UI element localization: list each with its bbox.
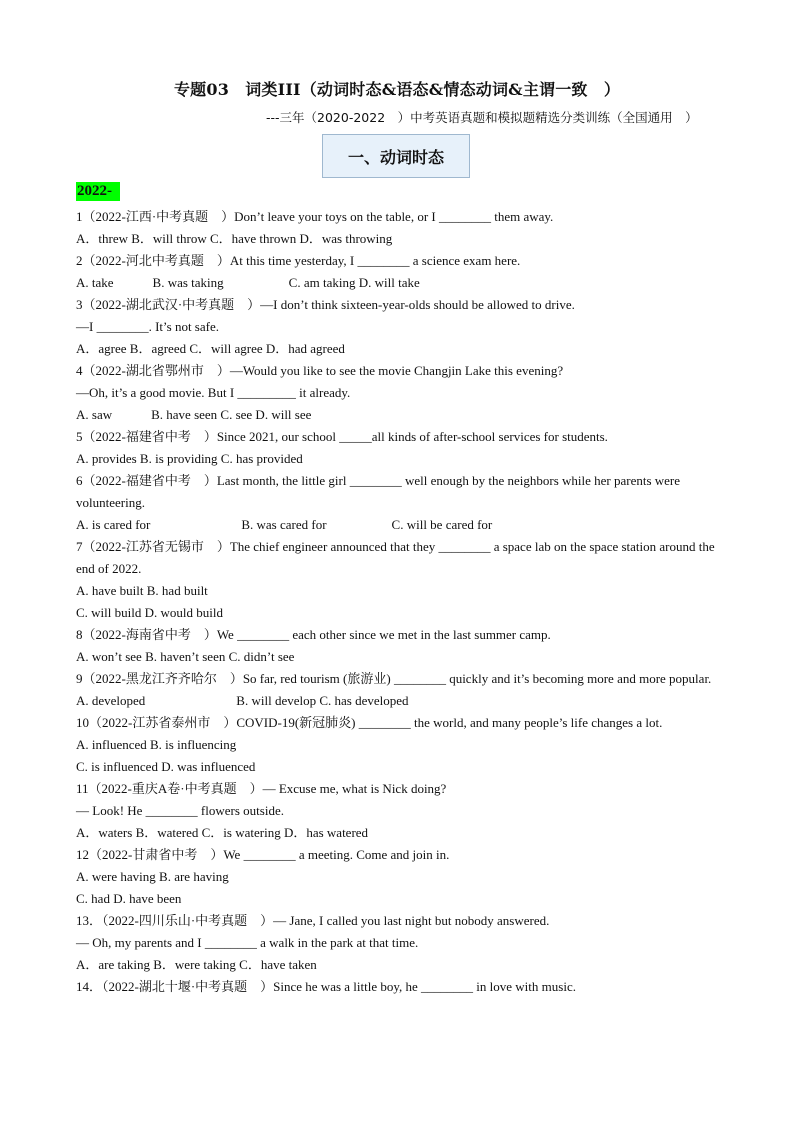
question-item: [76, 910, 726, 976]
page-subtitle: ---三年（2020-2022 ）中考英语真题和模拟题精选分类训练（全国通用 ）: [266, 110, 698, 125]
question-item: [76, 624, 726, 668]
question-item: [76, 294, 726, 360]
question-item: [76, 426, 726, 470]
question-line: 14．（2022-湖北十堰·中考真题 ）Since he was a little boy, he ________ in love with music.: [76, 979, 576, 994]
question-line: 3（2022-湖北武汉·中考真题 ）—I don’t think sixteen-year-olds should be allowed to drive.: [76, 297, 575, 312]
answer-options: A. saw B. have seen C. see D. will see: [76, 407, 312, 422]
question-item: [76, 712, 726, 778]
answer-options: A. is cared for B. was cared for C. will be cared for: [76, 517, 493, 532]
question-list: [76, 206, 726, 998]
question-line: 6（2022-福建省中考 ）Last month, the little girl ________ well enough by the neighbors while her parents were volunteering.: [76, 473, 681, 510]
page-title: 专题03 词类III（动词时态&语态&情态动词&主谓一致 ）: [173, 80, 621, 99]
question-line: —Oh, it’s a good movie. But I _________ it already.: [76, 385, 351, 400]
answer-options: A. developed B. will develop C. has developed: [76, 693, 409, 708]
question-line: 4（2022-湖北省鄂州市 ）—Would you like to see the movie Changjin Lake this evening?: [76, 363, 564, 378]
question-line: 10（2022-江苏省泰州市 ）COVID-19(新冠肺炎) ________ the world, and many people’s life changes a lot.: [76, 715, 663, 730]
answer-options: C. had D. have been: [76, 891, 182, 906]
answer-options: C. is influenced D. was influenced: [76, 759, 256, 774]
question-item: [76, 536, 726, 624]
question-item: [76, 360, 726, 426]
question-line: — Oh, my parents and I ________ a walk in the park at that time.: [76, 935, 419, 950]
question-line: —I ________. It’s not safe.: [76, 319, 219, 334]
question-line: 11（2022-重庆A卷·中考真题 ）— Excuse me, what is Nick doing?: [76, 781, 447, 796]
answer-options: A. were having B. are having: [76, 869, 229, 884]
year-tag: [76, 182, 120, 201]
question-item: [76, 778, 726, 844]
question-item: [76, 206, 726, 250]
question-line: 8（2022-海南省中考 ）We ________ each other since we met in the last summer camp.: [76, 627, 551, 642]
question-line: — Look! He ________ flowers outside.: [76, 803, 284, 818]
answer-options: A. have built B. had built: [76, 583, 208, 598]
question-item: [76, 844, 726, 910]
answer-options: A. take B. was taking C. am taking D. will take: [76, 275, 420, 290]
answer-options: A. provides B. is providing C. has provided: [76, 451, 303, 466]
question-line: 1（2022-江西·中考真题 ）Don’t leave your toys on the table, or I ________ them away.: [76, 209, 554, 224]
question-line: 2（2022-河北中考真题 ）At this time yesterday, I ________ a science exam here.: [76, 253, 521, 268]
question-line: 12（2022-甘肃省中考 ）We ________ a meeting. Come and join in.: [76, 847, 450, 862]
answer-options: A．waters B．watered C．is watering D．has watered: [76, 825, 369, 840]
question-line: 7（2022-江苏省无锡市 ）The chief engineer announced that they ________ a space lab on the space station around the end of 2022.: [76, 539, 715, 576]
question-item: [76, 668, 726, 712]
answer-options: C. will build D. would build: [76, 605, 223, 620]
year-tag-label: 2022-: [77, 183, 112, 199]
question-item: [76, 976, 726, 998]
answer-options: A．are taking B．were taking C．have taken: [76, 957, 317, 972]
answer-options: A．agree B．agreed C．will agree D．had agreed: [76, 341, 345, 356]
question-item: [76, 470, 726, 536]
section-heading-label: 一、动词时态: [347, 147, 444, 167]
section-heading: [322, 134, 470, 178]
question-item: [76, 250, 726, 294]
answer-options: A．threw B．will throw C．have thrown D．was throwing: [76, 231, 393, 246]
answer-options: A. won’t see B. haven’t seen C. didn’t see: [76, 649, 295, 664]
answer-options: A. influenced B. is influencing: [76, 737, 237, 752]
question-line: 9（2022-黑龙江齐齐哈尔 ）So far, red tourism (旅游业) ________ quickly and it’s becoming more and more popular.: [76, 671, 712, 686]
question-line: 13．（2022-四川乐山·中考真题 ）— Jane, I called you last night but nobody answered.: [76, 913, 550, 928]
question-line: 5（2022-福建省中考 ）Since 2021, our school _____all kinds of after-school services for students.: [76, 429, 608, 444]
